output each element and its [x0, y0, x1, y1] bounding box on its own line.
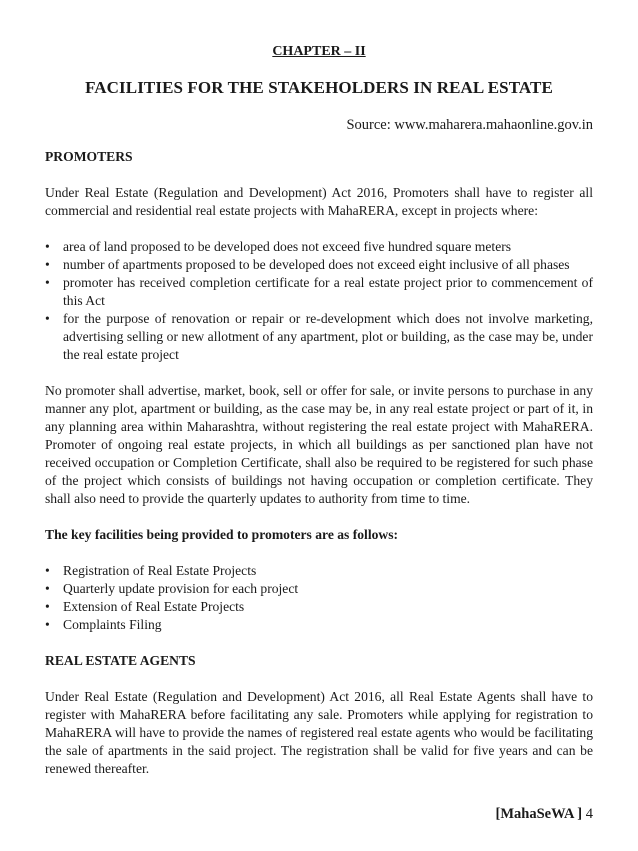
- bullet-icon: •: [45, 257, 50, 272]
- list-item: • number of apartments proposed to be developed does not exceed eight inclusive of all phases: [45, 257, 570, 272]
- bullet-icon: •: [45, 599, 50, 614]
- promoters-intro: Under Real Estate (Regulation and Development) Act 2016, Promoters shall have to register all commercial and residential real estate projects with MahaRERA, except in projects where:: [45, 185, 593, 218]
- bullet-icon: •: [45, 617, 50, 632]
- list-item: • Extension of Real Estate Projects: [45, 599, 245, 614]
- list-item: • Quarterly update provision for each project: [45, 581, 299, 596]
- list-item: • Registration of Real Estate Projects: [45, 563, 257, 578]
- facilities-heading: The key facilities being provided to promoters are as follows:: [45, 527, 399, 542]
- page-title: FACILITIES FOR THE STAKEHOLDERS IN REAL ESTATE: [85, 78, 553, 97]
- bullet-icon: •: [45, 563, 50, 578]
- list-item: • for the purpose of renovation or repair or re-development which does not involve marketing, advertising selling or new allotment of any apartment, plot or building, as the case may be, under the real estate project: [45, 311, 593, 362]
- promoters-paragraph: No promoter shall advertise, market, book, sell or offer for sale, or invite persons to purchase in any manner any plot, apartment or building, as the case may be, in any real estate project or part of it, in any planning area within Maharashtra, without registering the real estate project with MahaRERA. Promoter of ongoing real estate projects, in which all buildings as per sanctioned plan have not received occupation or Completion Certificate, shall also be required to be registered for such phase of the project which consists of buildings not having occupation or completion certificate. They shall also need to provide the quarterly updates to authority from time to time.: [45, 383, 593, 506]
- exceptions-list: [45, 238, 593, 364]
- list-item: • promoter has received completion certificate for a real estate project prior to commencement of this Act: [45, 275, 593, 308]
- page-footer: [496, 806, 593, 823]
- bullet-icon: •: [45, 239, 50, 254]
- list-item: • Complaints Filing: [45, 617, 162, 632]
- bullet-icon: •: [45, 275, 50, 290]
- chapter-heading: CHAPTER – II: [272, 44, 366, 59]
- footer-label: [MahaSeWA ]: [495, 806, 583, 822]
- document-body: [45, 148, 593, 778]
- bullet-icon: •: [45, 581, 50, 596]
- agents-heading: REAL ESTATE AGENTS: [45, 653, 196, 668]
- page-number: 4: [585, 806, 593, 822]
- facilities-list: [45, 562, 593, 634]
- promoters-heading: PROMOTERS: [45, 149, 133, 164]
- list-item: • area of land proposed to be developed does not exceed five hundred square meters: [45, 239, 512, 254]
- bullet-icon: •: [45, 311, 50, 326]
- source-line: Source: www.maharera.mahaonline.gov.in: [346, 117, 593, 133]
- agents-paragraph: Under Real Estate (Regulation and Development) Act 2016, all Real Estate Agents shall have to register with MahaRERA before facilitating any sale. Promoters while applying for registration to MahaRERA will have to provide the names of registered real estate agents who would be facilitating the sale of apartments in the said project. The registration shall be valid for five years and can be renewed thereafter.: [45, 689, 593, 776]
